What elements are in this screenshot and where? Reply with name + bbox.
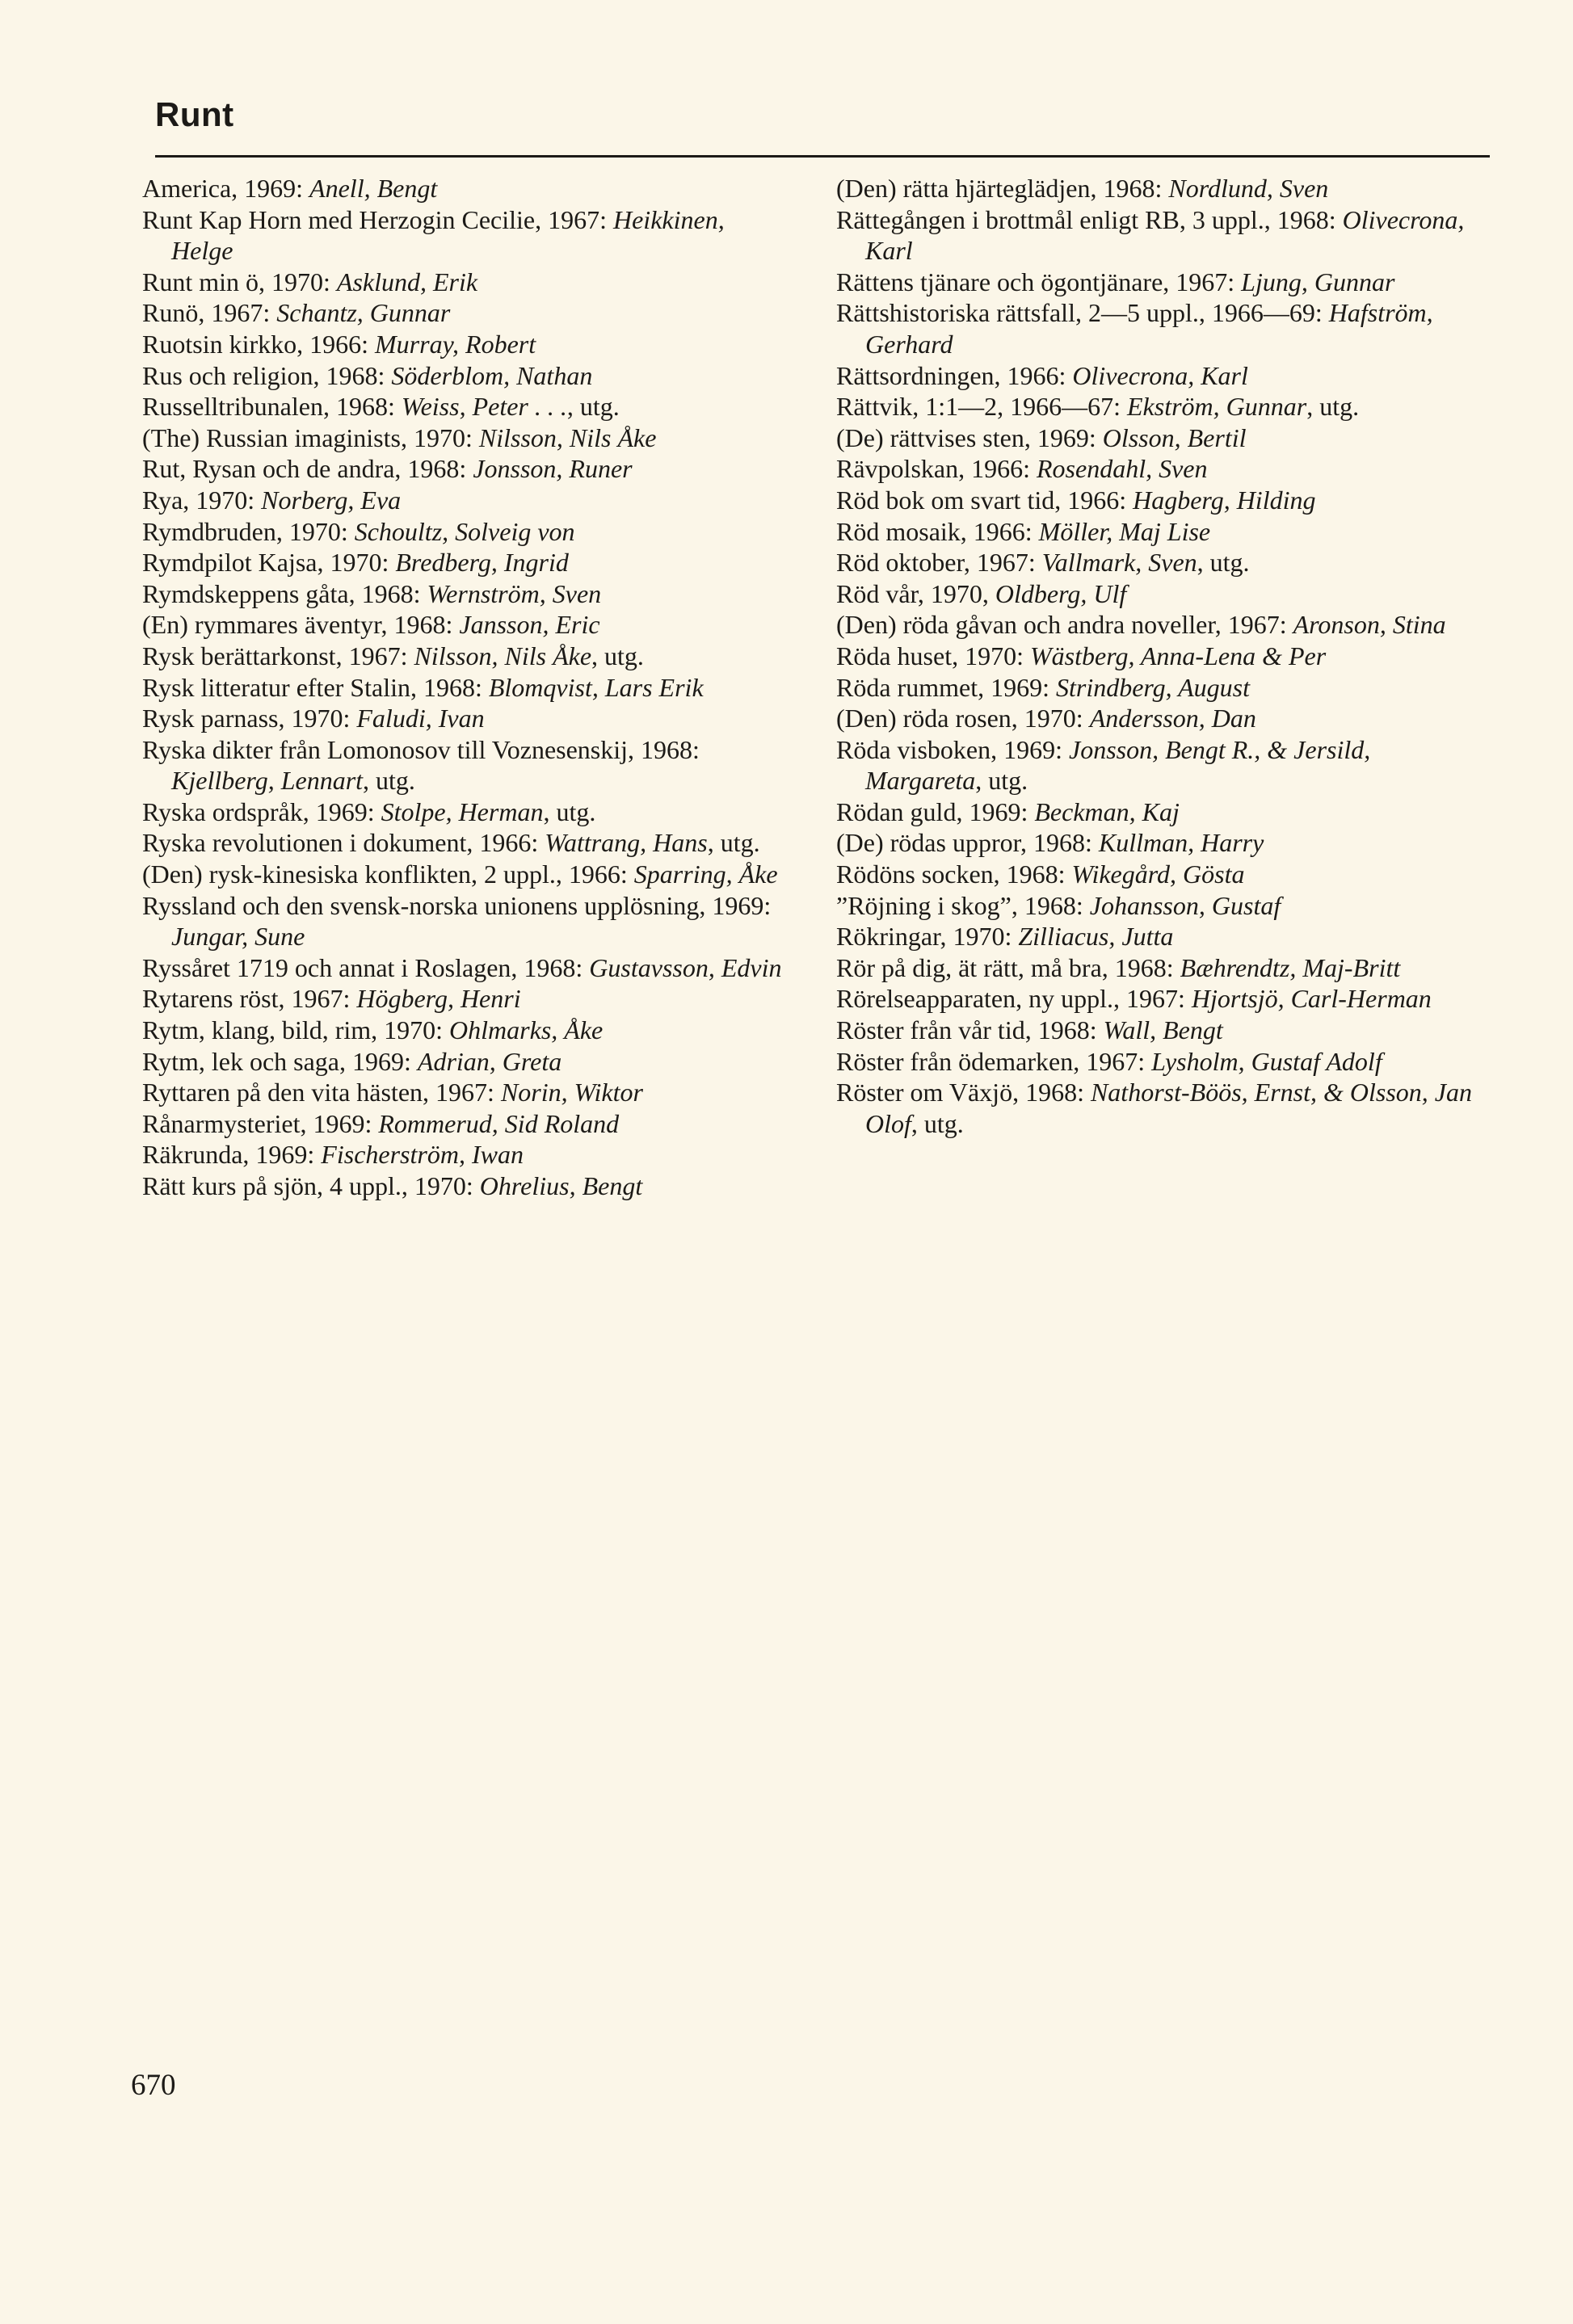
index-entry bbox=[142, 204, 789, 267]
index-entry bbox=[142, 1015, 789, 1046]
entry-author: Nilsson, Nils Åke bbox=[414, 641, 592, 670]
index-entry bbox=[142, 360, 789, 392]
entry-title: Ryttaren på den vita hästen, 1967: bbox=[142, 1078, 501, 1107]
index-entry bbox=[142, 422, 789, 454]
index-entry bbox=[836, 983, 1483, 1015]
index-entry bbox=[836, 641, 1483, 672]
index-entry bbox=[142, 485, 789, 516]
entry-author: Schoultz, Solveig von bbox=[354, 516, 575, 546]
entry-author: Nilsson, Nils Åke bbox=[478, 422, 657, 452]
entry-title: Rymdskeppens gåta, 1968: bbox=[142, 578, 427, 608]
entry-author: Aronson, Stina bbox=[1293, 610, 1446, 640]
index-entry bbox=[836, 1046, 1483, 1078]
entry-author: Högberg, Henri bbox=[356, 984, 521, 1014]
index-entry bbox=[142, 516, 789, 548]
entry-title: Röda visboken, 1969: bbox=[836, 734, 1069, 764]
entry-title: Röd vår, 1970, bbox=[836, 578, 995, 608]
entry-author: Bæhrendtz, Maj-Britt bbox=[1180, 952, 1401, 982]
entry-title: ”Röjning i skog”, 1968: bbox=[836, 890, 1090, 920]
entry-title: Rysk berättarkonst, 1967: bbox=[142, 641, 414, 670]
entry-author: Wall, Bengt bbox=[1103, 1015, 1223, 1045]
entry-author: Bredberg, Ingrid bbox=[395, 548, 569, 578]
entry-title: Rus och religion, 1968: bbox=[142, 360, 392, 390]
entry-author: Ekström, Gunnar bbox=[1127, 392, 1307, 422]
header-rule bbox=[155, 155, 1490, 158]
index-entry bbox=[836, 360, 1483, 392]
entry-title: (Den) röda gåvan och andra noveller, 1967: bbox=[836, 610, 1293, 640]
entry-author: Ljung, Gunnar bbox=[1241, 267, 1395, 296]
page-number: 670 bbox=[131, 2069, 176, 2102]
index-entry bbox=[142, 703, 789, 734]
entry-author: Jansson, Eric bbox=[459, 610, 600, 640]
entry-author: Oldberg, Ulf bbox=[995, 578, 1127, 608]
entry-title: Rödan guld, 1969: bbox=[836, 796, 1035, 826]
entry-author: Hagberg, Hilding bbox=[1133, 485, 1316, 515]
entry-title: Rättvik, 1:1—2, 1966—67: bbox=[836, 392, 1127, 422]
index-entry bbox=[836, 297, 1483, 359]
entry-title: Ryssåret 1719 och annat i Roslagen, 1968: bbox=[142, 952, 590, 982]
entry-suffix: , utg. bbox=[911, 1108, 964, 1138]
entry-title: Runt min ö, 1970: bbox=[142, 267, 337, 296]
entry-author: Wikegård, Gösta bbox=[1071, 859, 1245, 889]
index-entry bbox=[142, 859, 789, 890]
entry-author: Rommerud, Sid Roland bbox=[378, 1108, 620, 1138]
entry-title: Röda rummet, 1969: bbox=[836, 672, 1056, 702]
entry-author: Fischerström, Iwan bbox=[321, 1140, 524, 1170]
entry-title: Ryska ordspråk, 1969: bbox=[142, 796, 381, 826]
index-entry bbox=[836, 391, 1483, 422]
entry-author: Vallmark, Sven bbox=[1041, 548, 1197, 578]
index-entry bbox=[142, 173, 789, 204]
entry-suffix: , utg. bbox=[363, 766, 415, 796]
entry-author: Johansson, Gustaf bbox=[1089, 890, 1281, 920]
entry-title: Röster om Växjö, 1968: bbox=[836, 1078, 1091, 1107]
entry-author: Heikkinen, Helge bbox=[171, 204, 725, 266]
entry-author: Sparring, Åke bbox=[633, 859, 778, 889]
entry-author: Asklund, Erik bbox=[336, 267, 478, 296]
entry-suffix: , utg. bbox=[566, 392, 620, 422]
entry-title: Röd oktober, 1967: bbox=[836, 548, 1042, 578]
index-entry bbox=[836, 1077, 1483, 1139]
entry-title: (En) rymmares äventyr, 1968: bbox=[142, 610, 460, 640]
entry-title: Ryssland och den svensk-norska unionens upplösning, 1969: bbox=[142, 890, 772, 920]
index-entry bbox=[142, 1139, 789, 1170]
index-entry bbox=[836, 827, 1483, 859]
left-column bbox=[142, 173, 789, 1202]
index-entry bbox=[836, 859, 1483, 890]
entry-title: Rödöns socken, 1968: bbox=[836, 859, 1072, 889]
index-entry bbox=[836, 703, 1483, 734]
entry-author: Strindberg, August bbox=[1055, 672, 1250, 702]
entry-author: Kullman, Harry bbox=[1098, 828, 1264, 858]
index-entry bbox=[142, 890, 789, 952]
entry-title: Röster från vår tid, 1968: bbox=[836, 1015, 1104, 1045]
entry-title: Rättshistoriska rättsfall, 2—5 uppl., 1966—69: bbox=[836, 298, 1329, 328]
index-entry bbox=[142, 267, 789, 298]
entry-title: Rytarens röst, 1967: bbox=[142, 984, 357, 1014]
index-entry bbox=[142, 672, 789, 704]
entry-suffix: , utg. bbox=[707, 828, 760, 858]
index-entry bbox=[836, 547, 1483, 578]
entry-author: Ohrelius, Bengt bbox=[479, 1171, 643, 1200]
index-entry bbox=[836, 921, 1483, 952]
index-entry bbox=[836, 422, 1483, 454]
entry-author: Norberg, Eva bbox=[261, 485, 402, 515]
entry-title: Rättegången i brottmål enligt RB, 3 uppl., 1968: bbox=[836, 204, 1343, 234]
index-entry bbox=[836, 173, 1483, 204]
entry-suffix: , utg. bbox=[1306, 392, 1360, 422]
right-column bbox=[836, 173, 1483, 1139]
entry-title: Rytm, lek och saga, 1969: bbox=[142, 1046, 418, 1076]
index-entry bbox=[142, 1077, 789, 1108]
index-entry bbox=[836, 453, 1483, 485]
running-head: Runt bbox=[155, 95, 234, 133]
index-entry bbox=[142, 391, 789, 422]
entry-title: Ryska dikter från Lomonosov till Voznesenskij, 1968: bbox=[142, 734, 700, 764]
entry-author: Zilliacus, Jutta bbox=[1018, 922, 1174, 952]
entry-author: Ohlmarks, Åke bbox=[449, 1015, 604, 1045]
entry-author: Wattrang, Hans bbox=[545, 828, 708, 858]
entry-title: Rytm, klang, bild, rim, 1970: bbox=[142, 1015, 450, 1045]
entry-author: Söderblom, Nathan bbox=[391, 360, 593, 390]
entry-author: Weiss, Peter . . . bbox=[401, 392, 567, 422]
index-entry bbox=[142, 578, 789, 610]
index-entry bbox=[142, 1108, 789, 1140]
entry-author: Hafström, Gerhard bbox=[865, 298, 1433, 359]
index-entry bbox=[142, 453, 789, 485]
entry-title: (Den) röda rosen, 1970: bbox=[836, 704, 1090, 733]
entry-title: America, 1969: bbox=[142, 174, 310, 203]
entry-author: Nordlund, Sven bbox=[1168, 174, 1329, 203]
entry-author: Gustavsson, Edvin bbox=[589, 952, 782, 982]
index-entry bbox=[836, 1015, 1483, 1046]
entry-title: Rymdpilot Kajsa, 1970: bbox=[142, 548, 396, 578]
index-entry bbox=[142, 952, 789, 984]
entry-title: Röd bok om svart tid, 1966: bbox=[836, 485, 1133, 515]
entry-title: Rya, 1970: bbox=[142, 485, 262, 515]
entry-author: Hjortsjö, Carl-Herman bbox=[1191, 984, 1432, 1014]
entry-author: Murray, Robert bbox=[375, 329, 536, 359]
entry-author: Faludi, Ivan bbox=[356, 704, 485, 733]
entry-title: Rävpolskan, 1966: bbox=[836, 454, 1037, 484]
entry-title: Rysk parnass, 1970: bbox=[142, 704, 357, 733]
entry-author: Jonsson, Runer bbox=[473, 454, 633, 484]
entry-author: Lysholm, Gustaf Adolf bbox=[1151, 1046, 1382, 1076]
entry-author: Möller, Maj Lise bbox=[1038, 516, 1211, 546]
index-entry bbox=[142, 609, 789, 641]
entry-title: Runö, 1967: bbox=[142, 298, 277, 328]
entry-title: Russelltribunalen, 1968: bbox=[142, 392, 402, 422]
entry-author: Adrian, Greta bbox=[417, 1046, 562, 1076]
entry-title: Ruotsin kirkko, 1966: bbox=[142, 329, 376, 359]
entry-title: (De) rödas uppror, 1968: bbox=[836, 828, 1099, 858]
index-entry bbox=[142, 827, 789, 859]
entry-title: (Den) rätta hjärteglädjen, 1968: bbox=[836, 174, 1169, 203]
entry-title: Runt Kap Horn med Herzogin Cecilie, 1967: bbox=[142, 204, 613, 234]
entry-author: Stolpe, Herman bbox=[381, 796, 544, 826]
entry-author: Schantz, Gunnar bbox=[276, 298, 451, 328]
index-entry bbox=[142, 983, 789, 1015]
entry-title: Röd mosaik, 1966: bbox=[836, 516, 1039, 546]
index-entry bbox=[142, 734, 789, 796]
entry-title: Rökringar, 1970: bbox=[836, 922, 1019, 952]
entry-title: Ryska revolutionen i dokument, 1966: bbox=[142, 828, 545, 858]
entry-title: (Den) rysk-kinesiska konflikten, 2 uppl., 1966: bbox=[142, 859, 634, 889]
entry-suffix: , utg. bbox=[1197, 548, 1250, 578]
index-entry bbox=[836, 734, 1483, 796]
entry-title: Rörelseapparaten, ny uppl., 1967: bbox=[836, 984, 1192, 1014]
index-entry bbox=[142, 796, 789, 828]
index-entry bbox=[836, 672, 1483, 704]
entry-author: Blomqvist, Lars Erik bbox=[488, 672, 704, 702]
entry-title: (The) Russian imaginists, 1970: bbox=[142, 422, 479, 452]
entry-title: Rättens tjänare och ögontjänare, 1967: bbox=[836, 267, 1242, 296]
entry-title: Rånarmysteriet, 1969: bbox=[142, 1108, 379, 1138]
index-entry bbox=[836, 485, 1483, 516]
index-entry bbox=[836, 796, 1483, 828]
entry-title: Rysk litteratur efter Stalin, 1968: bbox=[142, 672, 489, 702]
entry-title: Rymdbruden, 1970: bbox=[142, 516, 355, 546]
entry-author: Olivecrona, Karl bbox=[865, 204, 1465, 266]
index-entry bbox=[142, 1046, 789, 1078]
index-entry bbox=[836, 204, 1483, 267]
index-entry bbox=[142, 1170, 789, 1202]
entry-title: Rättsordningen, 1966: bbox=[836, 360, 1073, 390]
index-entry bbox=[142, 547, 789, 578]
index-entry bbox=[836, 890, 1483, 922]
entry-author: Olsson, Bertil bbox=[1102, 422, 1247, 452]
entry-title: Rör på dig, ät rätt, må bra, 1968: bbox=[836, 952, 1180, 982]
index-entry bbox=[836, 952, 1483, 984]
index-entry bbox=[836, 609, 1483, 641]
entry-title: Röster från ödemarken, 1967: bbox=[836, 1046, 1152, 1076]
entry-author: Wästberg, Anna-Lena & Per bbox=[1029, 641, 1327, 670]
entry-author: Kjellberg, Lennart bbox=[171, 766, 364, 796]
entry-title: Räkrunda, 1969: bbox=[142, 1140, 322, 1170]
index-entry bbox=[836, 267, 1483, 298]
entry-author: Norin, Wiktor bbox=[500, 1078, 643, 1107]
index-entry bbox=[142, 641, 789, 672]
index-entry bbox=[142, 329, 789, 360]
entry-author: Rosendahl, Sven bbox=[1036, 454, 1208, 484]
entry-title: (De) rättvises sten, 1969: bbox=[836, 422, 1103, 452]
entry-suffix: , utg. bbox=[591, 641, 644, 670]
entry-author: Jonsson, Bengt R., & Jersild, Margareta bbox=[865, 734, 1371, 796]
entry-author: Jungar, Sune bbox=[171, 922, 305, 952]
entry-author: Beckman, Kaj bbox=[1034, 796, 1180, 826]
entry-author: Olivecrona, Karl bbox=[1072, 360, 1248, 390]
index-entry bbox=[836, 516, 1483, 548]
entry-author: Anell, Bengt bbox=[309, 174, 438, 203]
entry-suffix: , utg. bbox=[543, 796, 596, 826]
index-entry bbox=[836, 578, 1483, 610]
entry-title: Röda huset, 1970: bbox=[836, 641, 1030, 670]
index-entry bbox=[142, 297, 789, 329]
entry-title: Rut, Rysan och de andra, 1968: bbox=[142, 454, 473, 484]
entry-title: Rätt kurs på sjön, 4 uppl., 1970: bbox=[142, 1171, 480, 1200]
entry-author: Nathorst-Böös, Ernst, & Olsson, Jan Olof bbox=[865, 1078, 1472, 1138]
entry-author: Wernström, Sven bbox=[427, 578, 602, 608]
entry-author: Andersson, Dan bbox=[1089, 704, 1256, 733]
entry-suffix: , utg. bbox=[975, 766, 1028, 796]
